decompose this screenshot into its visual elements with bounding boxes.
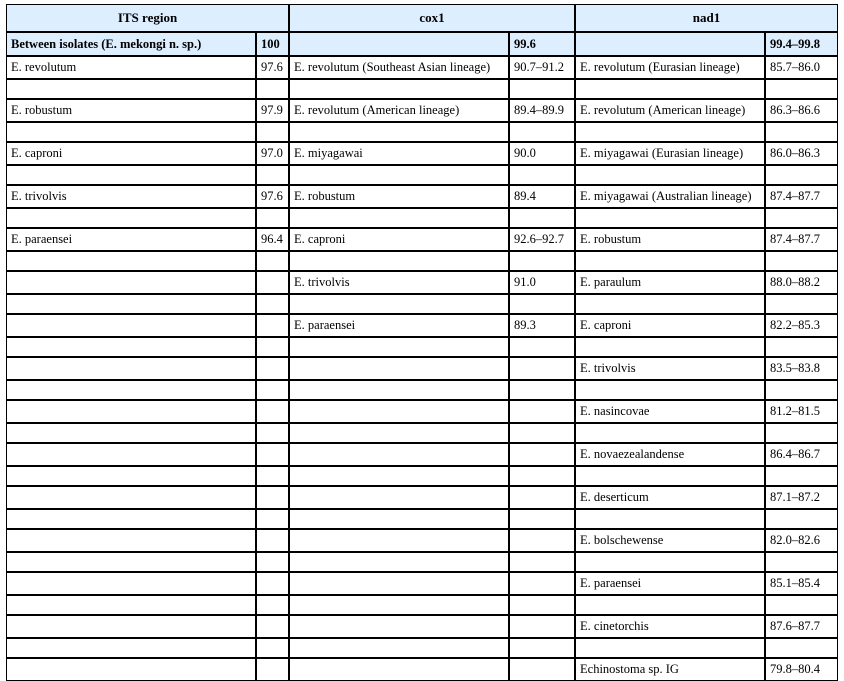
nad1-species: E. trivolvis: [575, 357, 765, 380]
nad1-value: 87.4–87.7: [765, 185, 838, 208]
cox1-value: [509, 486, 575, 509]
its-value: [256, 357, 289, 380]
table-row: [6, 271, 838, 294]
spacer-cell: [765, 638, 838, 658]
cox1-species: E. caproni: [289, 228, 509, 251]
spacer-cell: [256, 466, 289, 486]
nad1-value: 81.2–81.5: [765, 400, 838, 423]
spacer-cell: [575, 466, 765, 486]
cox1-species: [289, 572, 509, 595]
spacer-cell: [765, 208, 838, 228]
nad1-value: 83.5–83.8: [765, 357, 838, 380]
its-value: [256, 529, 289, 552]
its-value: 96.4: [256, 228, 289, 251]
its-value: [256, 400, 289, 423]
its-species: E. paraensei: [6, 228, 256, 251]
spacer-cell: [575, 122, 765, 142]
spacer-cell: [509, 294, 575, 314]
cox1-value: 90.7–91.2: [509, 56, 575, 79]
cox1-value: [509, 443, 575, 466]
its-species: [6, 271, 256, 294]
spacer-cell: [509, 509, 575, 529]
nad1-species: E. deserticum: [575, 486, 765, 509]
row-spacer: [6, 251, 838, 271]
spacer-cell: [6, 595, 256, 615]
cox1-species: E. trivolvis: [289, 271, 509, 294]
row-spacer: [6, 552, 838, 572]
nad1-species: E. robustum: [575, 228, 765, 251]
nad1-value: 87.6–87.7: [765, 615, 838, 638]
its-value: [256, 486, 289, 509]
row-spacer: [6, 337, 838, 357]
row-spacer: [6, 380, 838, 400]
table-row: [6, 529, 838, 552]
spacer-cell: [509, 165, 575, 185]
spacer-cell: [575, 251, 765, 271]
between-isolates-cox1-name: [289, 32, 509, 56]
cox1-species: E. miyagawai: [289, 142, 509, 165]
spacer-cell: [6, 294, 256, 314]
row-spacer: [6, 79, 838, 99]
spacer-cell: [509, 251, 575, 271]
spacer-cell: [509, 337, 575, 357]
between-isolates-label: Between isolates (E. mekongi n. sp.): [6, 32, 256, 56]
its-value: 97.6: [256, 56, 289, 79]
spacer-cell: [575, 509, 765, 529]
nad1-value: 85.7–86.0: [765, 56, 838, 79]
spacer-cell: [256, 79, 289, 99]
spacer-cell: [765, 466, 838, 486]
table-row: [6, 572, 838, 595]
spacer-cell: [765, 423, 838, 443]
spacer-cell: [6, 466, 256, 486]
spacer-cell: [256, 165, 289, 185]
spacer-cell: [765, 294, 838, 314]
row-spacer: [6, 208, 838, 228]
row-spacer: [6, 638, 838, 658]
column-header-nad1: nad1: [575, 4, 838, 32]
spacer-cell: [289, 122, 509, 142]
its-species: E. robustum: [6, 99, 256, 122]
spacer-cell: [575, 337, 765, 357]
cox1-species: E. paraensei: [289, 314, 509, 337]
spacer-cell: [6, 251, 256, 271]
row-spacer: [6, 509, 838, 529]
cox1-species: [289, 658, 509, 681]
spacer-cell: [575, 595, 765, 615]
between-isolates-cox1-value: 99.6: [509, 32, 575, 56]
spacer-cell: [765, 79, 838, 99]
spacer-cell: [289, 337, 509, 357]
table-body: [6, 32, 838, 681]
spacer-cell: [289, 165, 509, 185]
its-value: [256, 615, 289, 638]
spacer-cell: [575, 294, 765, 314]
row-spacer: [6, 294, 838, 314]
nad1-species: E. bolschewense: [575, 529, 765, 552]
nad1-species: E. revolutum (Eurasian lineage): [575, 56, 765, 79]
table-row: [6, 56, 838, 79]
its-value: [256, 443, 289, 466]
its-value: [256, 572, 289, 595]
its-species: [6, 572, 256, 595]
spacer-cell: [509, 380, 575, 400]
cox1-species: [289, 357, 509, 380]
its-species: [6, 486, 256, 509]
nad1-species: E. paraensei: [575, 572, 765, 595]
nad1-species: E. caproni: [575, 314, 765, 337]
its-species: E. trivolvis: [6, 185, 256, 208]
spacer-cell: [6, 165, 256, 185]
cox1-value: 89.3: [509, 314, 575, 337]
cox1-value: [509, 572, 575, 595]
its-value: [256, 271, 289, 294]
cox1-species: E. revolutum (Southeast Asian lineage): [289, 56, 509, 79]
its-species: [6, 400, 256, 423]
its-species: [6, 529, 256, 552]
spacer-cell: [575, 79, 765, 99]
spacer-cell: [765, 165, 838, 185]
nad1-species: E. miyagawai (Australian lineage): [575, 185, 765, 208]
between-isolates-nad1-value: 99.4–99.8: [765, 32, 838, 56]
cox1-value: 89.4–89.9: [509, 99, 575, 122]
spacer-cell: [765, 595, 838, 615]
spacer-cell: [256, 509, 289, 529]
table-row: [6, 357, 838, 380]
spacer-cell: [509, 466, 575, 486]
spacer-cell: [765, 251, 838, 271]
spacer-cell: [575, 638, 765, 658]
spacer-cell: [575, 380, 765, 400]
spacer-cell: [256, 251, 289, 271]
spacer-cell: [575, 208, 765, 228]
spacer-cell: [509, 423, 575, 443]
spacer-cell: [256, 122, 289, 142]
cox1-value: [509, 658, 575, 681]
cox1-value: [509, 400, 575, 423]
nad1-species: Echinostoma sp. IG: [575, 658, 765, 681]
nad1-value: 88.0–88.2: [765, 271, 838, 294]
spacer-cell: [256, 595, 289, 615]
between-isolates-nad1-name: [575, 32, 765, 56]
between-isolates-row: [6, 32, 838, 56]
table-row: [6, 443, 838, 466]
spacer-cell: [289, 79, 509, 99]
nad1-species: E. revolutum (American lineage): [575, 99, 765, 122]
row-spacer: [6, 466, 838, 486]
spacer-cell: [575, 423, 765, 443]
spacer-cell: [6, 208, 256, 228]
table-row: [6, 185, 838, 208]
spacer-cell: [289, 208, 509, 228]
nad1-species: E. cinetorchis: [575, 615, 765, 638]
table-row: [6, 486, 838, 509]
row-spacer: [6, 595, 838, 615]
its-species: [6, 443, 256, 466]
spacer-cell: [509, 595, 575, 615]
spacer-cell: [6, 552, 256, 572]
spacer-cell: [509, 79, 575, 99]
table-header-row: [6, 4, 838, 32]
nad1-species: E. nasincovae: [575, 400, 765, 423]
its-value: 97.6: [256, 185, 289, 208]
spacer-cell: [765, 380, 838, 400]
spacer-cell: [765, 552, 838, 572]
spacer-cell: [289, 423, 509, 443]
spacer-cell: [256, 208, 289, 228]
its-species: E. revolutum: [6, 56, 256, 79]
spacer-cell: [6, 423, 256, 443]
spacer-cell: [509, 552, 575, 572]
nad1-species: E. miyagawai (Eurasian lineage): [575, 142, 765, 165]
its-species: [6, 357, 256, 380]
spacer-cell: [289, 466, 509, 486]
nad1-value: 86.3–86.6: [765, 99, 838, 122]
nad1-value: 82.0–82.6: [765, 529, 838, 552]
cox1-value: 90.0: [509, 142, 575, 165]
spacer-cell: [256, 337, 289, 357]
nad1-value: 86.0–86.3: [765, 142, 838, 165]
spacer-cell: [289, 595, 509, 615]
spacer-cell: [765, 122, 838, 142]
column-header-cox1: cox1: [289, 4, 575, 32]
row-spacer: [6, 122, 838, 142]
sequence-similarity-table: [6, 4, 838, 681]
cox1-species: [289, 486, 509, 509]
table-row: [6, 400, 838, 423]
spacer-cell: [509, 208, 575, 228]
nad1-value: 87.1–87.2: [765, 486, 838, 509]
spacer-cell: [6, 509, 256, 529]
between-isolates-its-value: 100: [256, 32, 289, 56]
table-row: [6, 658, 838, 681]
table-row: [6, 99, 838, 122]
nad1-value: 86.4–86.7: [765, 443, 838, 466]
spacer-cell: [509, 122, 575, 142]
its-value: [256, 314, 289, 337]
table-row: [6, 228, 838, 251]
cox1-value: 89.4: [509, 185, 575, 208]
table-row: [6, 615, 838, 638]
its-value: 97.0: [256, 142, 289, 165]
table-row: [6, 142, 838, 165]
spacer-cell: [509, 638, 575, 658]
spacer-cell: [256, 294, 289, 314]
nad1-value: 82.2–85.3: [765, 314, 838, 337]
nad1-species: E. novaezealandense: [575, 443, 765, 466]
spacer-cell: [256, 638, 289, 658]
row-spacer: [6, 165, 838, 185]
spacer-cell: [289, 294, 509, 314]
spacer-cell: [6, 337, 256, 357]
column-header-its: ITS region: [6, 4, 289, 32]
its-species: [6, 615, 256, 638]
nad1-species: E. paraulum: [575, 271, 765, 294]
its-species: [6, 314, 256, 337]
cox1-species: E. revolutum (American lineage): [289, 99, 509, 122]
spacer-cell: [289, 638, 509, 658]
spacer-cell: [289, 509, 509, 529]
nad1-value: 85.1–85.4: [765, 572, 838, 595]
cox1-species: [289, 615, 509, 638]
spacer-cell: [256, 552, 289, 572]
row-spacer: [6, 423, 838, 443]
spacer-cell: [6, 79, 256, 99]
cox1-species: [289, 443, 509, 466]
its-species: E. caproni: [6, 142, 256, 165]
nad1-value: 79.8–80.4: [765, 658, 838, 681]
spacer-cell: [256, 380, 289, 400]
spacer-cell: [289, 552, 509, 572]
spacer-cell: [256, 423, 289, 443]
cox1-value: [509, 357, 575, 380]
cox1-species: E. robustum: [289, 185, 509, 208]
spacer-cell: [6, 638, 256, 658]
spacer-cell: [575, 165, 765, 185]
cox1-species: [289, 400, 509, 423]
spacer-cell: [289, 251, 509, 271]
cox1-species: [289, 529, 509, 552]
nad1-value: 87.4–87.7: [765, 228, 838, 251]
spacer-cell: [6, 122, 256, 142]
cox1-value: 91.0: [509, 271, 575, 294]
cox1-value: [509, 529, 575, 552]
its-value: 97.9: [256, 99, 289, 122]
spacer-cell: [6, 380, 256, 400]
its-species: [6, 658, 256, 681]
spacer-cell: [575, 552, 765, 572]
table-row: [6, 314, 838, 337]
its-value: [256, 658, 289, 681]
spacer-cell: [765, 337, 838, 357]
cox1-value: [509, 615, 575, 638]
spacer-cell: [289, 380, 509, 400]
cox1-value: 92.6–92.7: [509, 228, 575, 251]
spacer-cell: [765, 509, 838, 529]
